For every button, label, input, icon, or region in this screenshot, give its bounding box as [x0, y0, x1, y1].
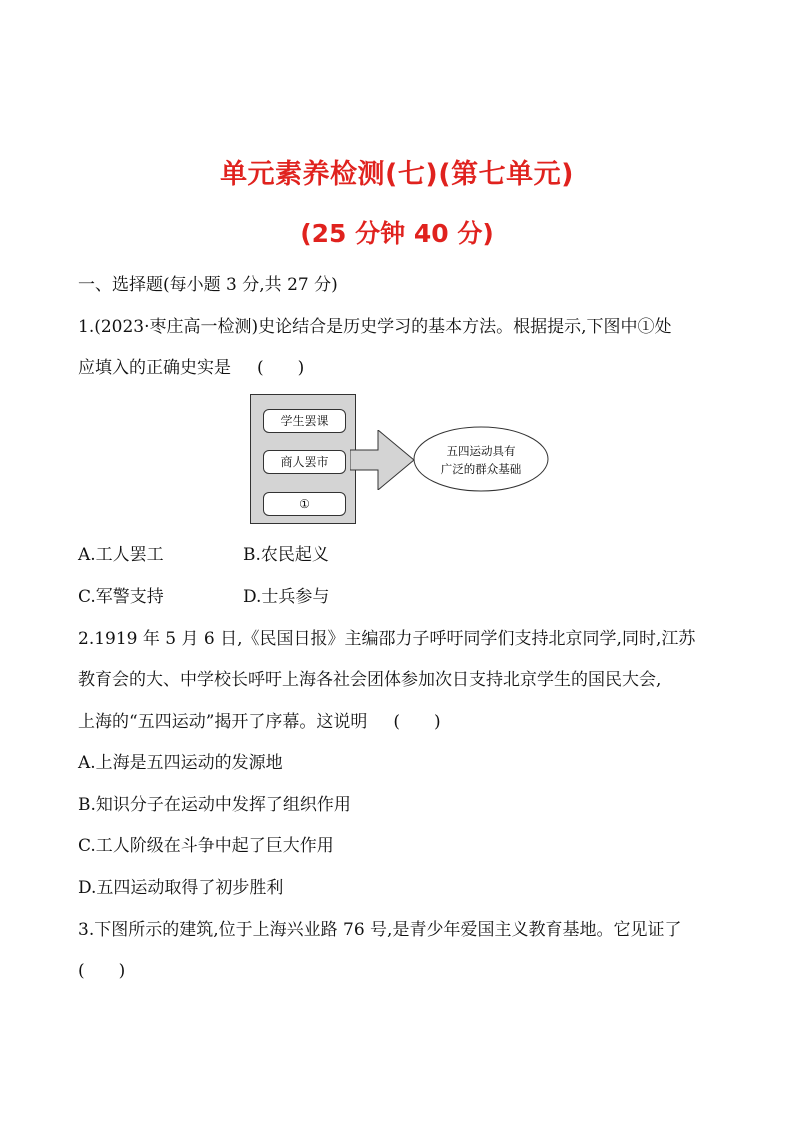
section-heading: 一、选择题(每小题 3 分,共 27 分)	[78, 275, 338, 295]
q2-option-b: B.知识分子在运动中发挥了组织作用	[78, 795, 351, 815]
diagram-panel	[250, 394, 356, 524]
q3-stem-line1: 3.下图所示的建筑,位于上海兴业路 76 号,是青少年爱国主义教育基地。它见证了	[78, 920, 682, 940]
diagram-item-2: 商人罢市	[263, 450, 346, 474]
diagram-result-line2: 广泛的群众基础	[440, 462, 522, 476]
q2-stem-line1: 2.1919 年 5 月 6 日,《民国日报》主编邵力子呼吁同学们支持北京同学,同时,江苏	[78, 629, 696, 649]
page-title: 单元素养检测(七)(第七单元)	[220, 159, 574, 190]
q1-stem-line1: 1.(2023·枣庄高一检测)史论结合是历史学习的基本方法。根据提示,下图中①处	[78, 317, 672, 337]
q2-stem-text: 上海的“五四运动”揭开了序幕。这说明	[78, 712, 368, 732]
page-subtitle: (25 分钟 40 分)	[300, 219, 494, 248]
diagram-result-oval	[412, 425, 550, 493]
diagram-arrow	[350, 430, 416, 490]
q1-stem-text: 应填入的正确史实是	[78, 358, 231, 378]
q1-option-c: C.军警支持	[78, 587, 164, 607]
diagram-result-line1: 五四运动具有	[446, 444, 516, 458]
q2-answer-blank: ( )	[393, 712, 441, 732]
q1-option-a: A.工人罢工	[78, 545, 164, 565]
q1-option-d: D.士兵参与	[243, 587, 330, 607]
q2-option-a: A.上海是五四运动的发源地	[78, 753, 283, 773]
q3-answer-blank: ( )	[78, 961, 126, 981]
q1-answer-blank: ( )	[257, 358, 305, 378]
q2-stem-line2: 教育会的大、中学校长呼吁上海各社会团体参加次日支持北京学生的国民大会,	[78, 670, 662, 690]
q1-diagram	[250, 394, 550, 526]
q2-option-d: D.五四运动取得了初步胜利	[78, 878, 284, 898]
diagram-item-1: 学生罢课	[263, 409, 346, 433]
q2-option-c: C.工人阶级在斗争中起了巨大作用	[78, 836, 334, 856]
q2-stem-line3	[78, 711, 441, 733]
q1-stem-line2	[78, 357, 304, 379]
q1-option-b: B.农民起义	[243, 545, 329, 565]
diagram-item-3: ①	[263, 492, 346, 516]
